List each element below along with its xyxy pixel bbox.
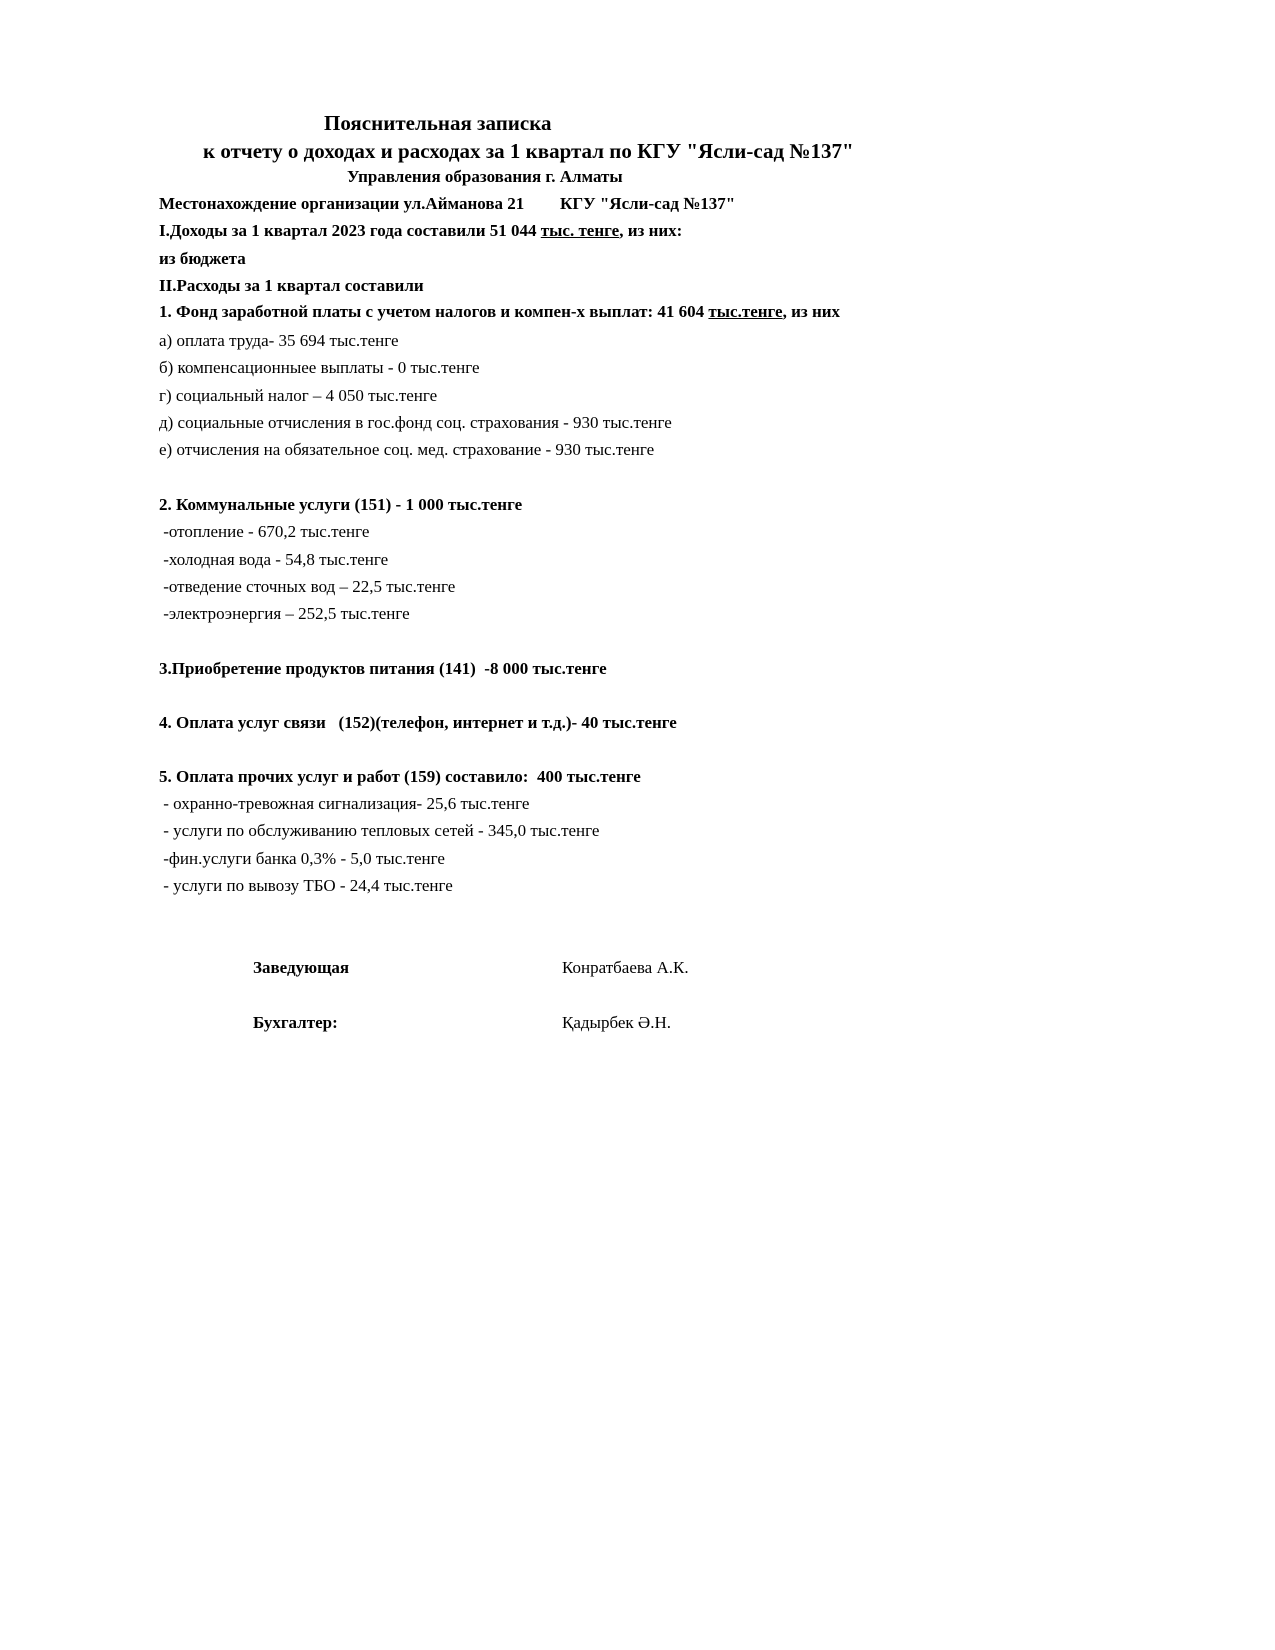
location-label: Местонахождение организации ул.Айманова 21	[159, 194, 525, 213]
communication-heading: 4. Оплата услуг связи (152)(телефон, интернет и т.д.)- 40 тыс.тенге	[159, 713, 677, 732]
other-services-item: - услуги по обслуживанию тепловых сетей - 345,0 тыс.тенге	[159, 821, 600, 840]
income-line	[159, 221, 682, 241]
income-suffix: , из них:	[619, 221, 683, 240]
utilities-item: -отведение сточных вод – 22,5 тыс.тенге	[159, 577, 456, 596]
income-source: из бюджета	[159, 249, 246, 268]
payroll-item: б) компенсационныее выплаты - 0 тыс.тенге	[159, 358, 480, 377]
accountant-title: Бухгалтер:	[253, 1013, 338, 1032]
payroll-heading-suffix: , из них	[782, 302, 841, 321]
income-text: I.Доходы за 1 квартал 2023 года составили 51 044	[159, 221, 541, 240]
department-name: Управления образования г. Алматы	[347, 167, 623, 186]
utilities-item: -электроэнергия – 252,5 тыс.тенге	[159, 604, 410, 623]
expenses-heading: II.Расходы за 1 квартал составили	[159, 276, 424, 295]
utilities-item: -холодная вода - 54,8 тыс.тенге	[159, 550, 389, 569]
payroll-heading	[159, 302, 840, 322]
organization-name: КГУ "Ясли-сад №137"	[560, 194, 736, 213]
utilities-heading: 2. Коммунальные услуги (151) - 1 000 тыс.тенге	[159, 495, 523, 514]
head-name: Конратбаева А.К.	[562, 958, 689, 977]
other-services-heading: 5. Оплата прочих услуг и работ (159) составило: 400 тыс.тенге	[159, 767, 641, 786]
other-services-item: -фин.услуги банка 0,3% - 5,0 тыс.тенге	[159, 849, 445, 868]
head-title: Заведующая	[253, 958, 350, 977]
payroll-item: г) социальный налог – 4 050 тыс.тенге	[159, 386, 438, 405]
document-title: Пояснительная записка	[324, 111, 552, 135]
payroll-item: е) отчисления на обязательное соц. мед. страхование - 930 тыс.тенге	[159, 440, 655, 459]
income-unit: тыс. тенге	[540, 221, 620, 240]
payroll-heading-unit: тыс.тенге	[708, 302, 783, 321]
payroll-item: а) оплата труда- 35 694 тыс.тенге	[159, 331, 399, 350]
location-line	[159, 194, 735, 214]
payroll-heading-text: 1. Фонд заработной платы с учетом налогов и компен-х выплат: 41 604	[159, 302, 709, 321]
food-heading: 3.Приобретение продуктов питания (141) -8 000 тыс.тенге	[159, 659, 607, 678]
document-subtitle: к отчету о доходах и расходах за 1 квартал по КГУ "Ясли-сад №137"	[203, 139, 854, 163]
other-services-item: - охранно-тревожная сигнализация- 25,6 тыс.тенге	[159, 794, 530, 813]
payroll-item: д) социальные отчисления в гос.фонд соц. страхования - 930 тыс.тенге	[159, 413, 672, 432]
utilities-item: -отопление - 670,2 тыс.тенге	[159, 522, 370, 541]
accountant-name: Қадырбек Ә.Н.	[562, 1013, 671, 1032]
other-services-item: - услуги по вывозу ТБО - 24,4 тыс.тенге	[159, 876, 453, 895]
